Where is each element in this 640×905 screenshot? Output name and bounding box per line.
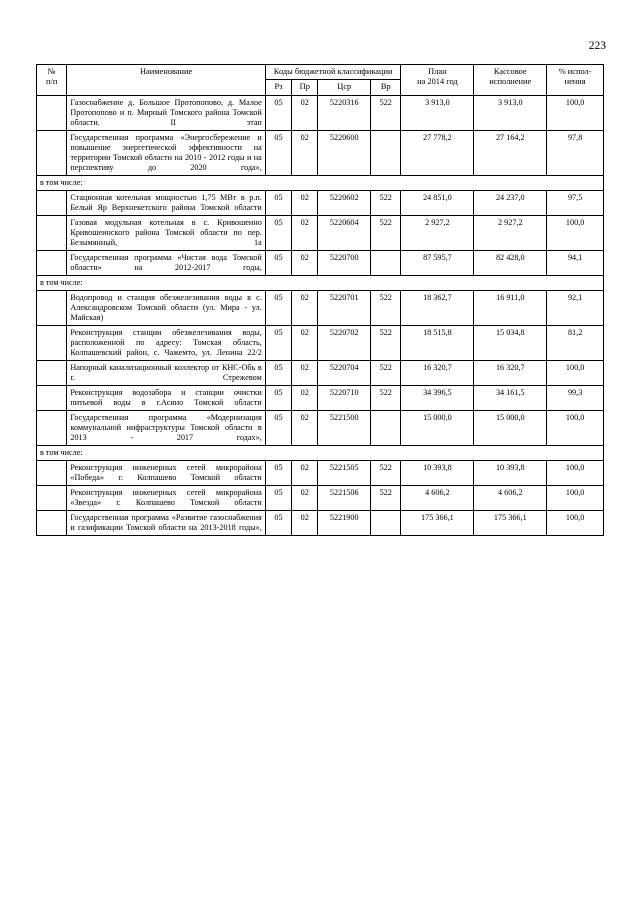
cell-pr: 02 [292,510,318,535]
cell-percent: 92,1 [547,290,604,325]
cell-csr: 5221900 [318,510,371,535]
table-header [37,65,604,96]
cell-pr: 02 [292,130,318,175]
header-vr: Вр [371,80,401,95]
cell-rz: 05 [265,95,291,130]
table-row-subheading [37,175,604,190]
cell-no [37,95,67,130]
cell-no [37,385,67,410]
cell-no [37,290,67,325]
cell-pr: 02 [292,485,318,510]
cell-pr: 02 [292,250,318,275]
cell-no [37,325,67,360]
cell-no [37,410,67,445]
cell-vr [371,510,401,535]
cell-kassovoe: 24 237,0 [474,190,547,215]
cell-kassovoe: 27 164,2 [474,130,547,175]
header-codes: Коды бюджетной классификации [265,65,401,80]
cell-percent: 100,0 [547,410,604,445]
cell-vr: 522 [371,215,401,250]
header-kassovoe [474,65,547,96]
cell-name: Реконструкция водозабора и станции очистки питьевой воды в г.Асино Томской области [67,385,265,410]
cell-csr: 5220704 [318,360,371,385]
cell-kassovoe: 175 366,1 [474,510,547,535]
header-percent-line1: % испол- [558,67,592,76]
cell-name: Реконструкция инженерных сетей микрорайона «Звезда» г. Колпашево Томской области [67,485,265,510]
cell-pr: 02 [292,410,318,445]
cell-percent: 97,8 [547,130,604,175]
cell-csr: 5220600 [318,130,371,175]
cell-csr: 5220316 [318,95,371,130]
cell-kassovoe: 3 913,0 [474,95,547,130]
cell-pr: 02 [292,360,318,385]
cell-no [37,510,67,535]
cell-name: Государственная программа «Чистая вода Томской области» на 2012-2017 годы, [67,250,265,275]
cell-name: Газоснабжение д. Большое Протопопово, д. Малое Протопопово и п. Мирный Томского района Томской области. II этап [67,95,265,130]
cell-percent: 81,2 [547,325,604,360]
budget-table [36,64,604,536]
table-row [37,250,604,275]
cell-rz: 05 [265,485,291,510]
cell-plan: 18 362,7 [401,290,474,325]
cell-percent: 94,1 [547,250,604,275]
cell-percent: 99,3 [547,385,604,410]
cell-pr: 02 [292,215,318,250]
header-csr: Цср [318,80,371,95]
cell-rz: 05 [265,190,291,215]
table-row-subheading [37,275,604,290]
cell-pr: 02 [292,290,318,325]
cell-csr: 5220604 [318,215,371,250]
header-kassovoe-line2: исполнение [489,77,532,87]
page-number: 223 [588,40,606,52]
header-percent-line2: нения [564,77,586,87]
table-row [37,460,604,485]
header-percent [547,65,604,96]
cell-kassovoe: 4 606,2 [474,485,547,510]
cell-kassovoe: 16 320,7 [474,360,547,385]
cell-csr: 5220700 [318,250,371,275]
cell-no [37,360,67,385]
cell-rz: 05 [265,410,291,445]
cell-csr: 5220702 [318,325,371,360]
cell-rz: 05 [265,130,291,175]
cell-vr: 522 [371,190,401,215]
header-no [37,65,67,96]
cell-pr: 02 [292,95,318,130]
cell-plan: 34 396,5 [401,385,474,410]
cell-kassovoe: 15 034,8 [474,325,547,360]
cell-plan: 16 320,7 [401,360,474,385]
cell-kassovoe: 16 911,0 [474,290,547,325]
header-pr: Пр [292,80,318,95]
cell-name: Водопровод и станция обезжелезивания воды в с. Александровском Томской области (ул. Мира - ул. Майская) [67,290,265,325]
cell-csr: 5221500 [318,410,371,445]
cell-plan: 10 393,8 [401,460,474,485]
cell-vr: 522 [371,360,401,385]
header-no-line1: № [47,67,56,76]
cell-plan: 18 515,8 [401,325,474,360]
cell-name: Государственная программа «Развитие газоснабжения и газификации Томской области на 2013-2018 годы», [67,510,265,535]
cell-name: Реконструкция станции обезжелезивания воды, расположенной по адресу: Томская область, Колпашевский район, с. Чажемто, ул. Ленина 22/2 [67,325,265,360]
cell-csr: 5221506 [318,485,371,510]
header-plan [401,65,474,96]
cell-percent: 100,0 [547,460,604,485]
cell-vr [371,130,401,175]
cell-plan: 4 606,2 [401,485,474,510]
cell-rz: 05 [265,360,291,385]
cell-name: Государственная программа «Модернизация коммунальной инфраструктуры Томской области в 2013 - 2017 годах», [67,410,265,445]
header-plan-line1: План [428,67,447,76]
cell-pr: 02 [292,190,318,215]
cell-percent: 100,0 [547,360,604,385]
table-body [37,95,604,535]
table-row [37,130,604,175]
cell-name: Стационная котельная мощностью 1,75 МВт в р.п. Белый Яр Верхнекетского района Томской области [67,190,265,215]
table-row [37,190,604,215]
cell-no [37,130,67,175]
header-name: Наименование [67,65,265,96]
cell-pr: 02 [292,385,318,410]
cell-rz: 05 [265,290,291,325]
cell-rz: 05 [265,510,291,535]
cell-percent: 97,5 [547,190,604,215]
cell-plan: 2 927,2 [401,215,474,250]
cell-no [37,190,67,215]
cell-plan: 27 778,2 [401,130,474,175]
cell-name: Газовая модульная котельная в с. Кривошеино Кривошеинского района Томской области по пер. Безымянный, 1а [67,215,265,250]
table-row [37,360,604,385]
cell-plan: 87 595,7 [401,250,474,275]
cell-percent: 100,0 [547,215,604,250]
cell-plan: 24 851,0 [401,190,474,215]
table-row [37,215,604,250]
cell-vr: 522 [371,485,401,510]
cell-no [37,215,67,250]
table-row [37,325,604,360]
header-kassovoe-line1: Кассовое [493,67,527,76]
cell-percent: 100,0 [547,510,604,535]
cell-percent: 100,0 [547,485,604,510]
header-row-1 [37,65,604,80]
cell-plan: 15 000,0 [401,410,474,445]
subheading-label: в том числе: [37,275,604,290]
cell-kassovoe: 10 393,8 [474,460,547,485]
cell-csr: 5220701 [318,290,371,325]
cell-rz: 05 [265,325,291,360]
cell-name: Реконструкция инженерных сетей микрорайона «Победа» г. Колпашево Томской области [67,460,265,485]
cell-vr: 522 [371,460,401,485]
cell-plan: 175 366,1 [401,510,474,535]
cell-vr [371,410,401,445]
table-row [37,385,604,410]
cell-percent: 100,0 [547,95,604,130]
cell-name: Напорный канализационный коллектор от КНС-Обь в г. Стрежевом [67,360,265,385]
cell-pr: 02 [292,325,318,360]
cell-vr: 522 [371,290,401,325]
table-row-subheading [37,445,604,460]
cell-csr: 5220710 [318,385,371,410]
cell-pr: 02 [292,460,318,485]
header-no-line2: п/п [46,77,58,87]
table-row [37,510,604,535]
cell-kassovoe: 82 428,0 [474,250,547,275]
cell-no [37,250,67,275]
cell-rz: 05 [265,460,291,485]
cell-rz: 05 [265,385,291,410]
cell-csr: 5221505 [318,460,371,485]
table-row [37,410,604,445]
table-row [37,290,604,325]
cell-vr: 522 [371,325,401,360]
subheading-label: в том числе: [37,445,604,460]
cell-csr: 5220602 [318,190,371,215]
cell-plan: 3 913,0 [401,95,474,130]
cell-kassovoe: 34 161,5 [474,385,547,410]
cell-vr [371,250,401,275]
header-plan-line2: на 2014 год [417,77,458,87]
cell-kassovoe: 2 927,2 [474,215,547,250]
table-row [37,95,604,130]
table-row [37,485,604,510]
cell-rz: 05 [265,250,291,275]
cell-vr: 522 [371,95,401,130]
cell-name: Государственная программа «Энергосбережение и повышение энергетической эффективности на территории Томской области на 2010 - 2012 годы и на перспективу до 2020 года», [67,130,265,175]
cell-no [37,460,67,485]
cell-no [37,485,67,510]
cell-rz: 05 [265,215,291,250]
subheading-label: в том числе: [37,175,604,190]
header-rz: Рз [265,80,291,95]
cell-kassovoe: 15 000,0 [474,410,547,445]
cell-vr: 522 [371,385,401,410]
